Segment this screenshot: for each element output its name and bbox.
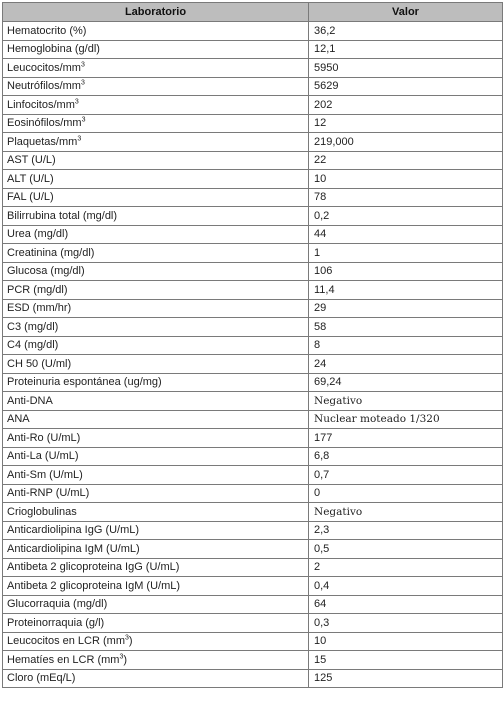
lab-test-name: CH 50 (U/ml) — [3, 355, 309, 374]
lab-test-name: PCR (mg/dl) — [3, 281, 309, 300]
lab-test-value: 22 — [309, 151, 503, 170]
lab-test-value: Nuclear moteado 1/320 — [309, 410, 503, 429]
header-laboratorio: Laboratorio — [3, 3, 309, 22]
table-row — [3, 59, 503, 78]
lab-test-name: AST (U/L) — [3, 151, 309, 170]
table-row — [3, 281, 503, 300]
lab-test-value: 12 — [309, 114, 503, 133]
lab-test-name: Anti-Sm (U/mL) — [3, 466, 309, 485]
table-row — [3, 521, 503, 540]
table-row — [3, 373, 503, 392]
lab-test-value: 69,24 — [309, 373, 503, 392]
lab-results-table — [2, 2, 503, 688]
lab-test-name: Proteinorraquia (g/l) — [3, 614, 309, 633]
lab-test-value: 10 — [309, 632, 503, 651]
table-row — [3, 188, 503, 207]
lab-test-value: 125 — [309, 669, 503, 688]
lab-test-name: ALT (U/L) — [3, 170, 309, 189]
table-row — [3, 355, 503, 374]
table-row — [3, 170, 503, 189]
table-row — [3, 96, 503, 115]
lab-test-name: Anti-DNA — [3, 392, 309, 411]
lab-test-name: Eosinófilos/$mm^3$ — [3, 114, 309, 133]
table-row — [3, 447, 503, 466]
lab-test-name: Cloro (mEq/L) — [3, 669, 309, 688]
table-row — [3, 392, 503, 411]
lab-test-name: Antibeta 2 glicoproteina IgG (U/mL) — [3, 558, 309, 577]
lab-test-value: 2 — [309, 558, 503, 577]
table-row — [3, 669, 503, 688]
lab-test-value: 12,1 — [309, 40, 503, 59]
table-row — [3, 595, 503, 614]
lab-test-value: Negativo — [309, 503, 503, 522]
lab-test-value: 106 — [309, 262, 503, 281]
lab-test-name: ANA — [3, 410, 309, 429]
lab-test-value: 8 — [309, 336, 503, 355]
lab-test-name: Creatinina (mg/dl) — [3, 244, 309, 263]
table-row — [3, 207, 503, 226]
lab-test-value: 0,2 — [309, 207, 503, 226]
lab-test-name: Anti-RNP (U/mL) — [3, 484, 309, 503]
lab-test-value: 78 — [309, 188, 503, 207]
lab-test-name: ESD (mm/hr) — [3, 299, 309, 318]
lab-test-name: Urea (mg/dl) — [3, 225, 309, 244]
lab-test-value: 219,000 — [309, 133, 503, 152]
lab-test-value: 24 — [309, 355, 503, 374]
table-row — [3, 651, 503, 670]
table-header — [3, 3, 503, 22]
lab-test-name: Bilirrubina total (mg/dl) — [3, 207, 309, 226]
lab-test-name: Antibeta 2 glicoproteina IgM (U/mL) — [3, 577, 309, 596]
table-row — [3, 632, 503, 651]
lab-test-value: 177 — [309, 429, 503, 448]
lab-test-value: 1 — [309, 244, 503, 263]
table-row — [3, 466, 503, 485]
lab-test-name: Anticardiolipina IgM (U/mL) — [3, 540, 309, 559]
table-row — [3, 262, 503, 281]
lab-test-value: 0 — [309, 484, 503, 503]
lab-test-value: 10 — [309, 170, 503, 189]
lab-test-name: Crioglobulinas — [3, 503, 309, 522]
lab-test-value: 36,2 — [309, 22, 503, 41]
table-row — [3, 318, 503, 337]
lab-test-value: 58 — [309, 318, 503, 337]
lab-test-value: 5950 — [309, 59, 503, 78]
table-row — [3, 114, 503, 133]
lab-test-value: 6,8 — [309, 447, 503, 466]
lab-test-name: Hematocrito (%) — [3, 22, 309, 41]
table-row — [3, 151, 503, 170]
table-row — [3, 558, 503, 577]
lab-test-name: Hemoglobina (g/dl) — [3, 40, 309, 59]
header-row — [3, 3, 503, 22]
table-row — [3, 577, 503, 596]
table-row — [3, 484, 503, 503]
lab-test-name: Anti-La (U/mL) — [3, 447, 309, 466]
lab-test-name: Leucocitos/$mm^3$ — [3, 59, 309, 78]
lab-test-value: 0,5 — [309, 540, 503, 559]
lab-test-name: C4 (mg/dl) — [3, 336, 309, 355]
lab-test-value: 15 — [309, 651, 503, 670]
lab-test-value: 0,4 — [309, 577, 503, 596]
lab-test-name: Neutrófilos/$mm^3$ — [3, 77, 309, 96]
lab-test-value: 0,7 — [309, 466, 503, 485]
table-row — [3, 429, 503, 448]
lab-test-name: FAL (U/L) — [3, 188, 309, 207]
table-body — [3, 22, 503, 688]
table-row — [3, 22, 503, 41]
table-row — [3, 244, 503, 263]
lab-test-name: Anti-Ro (U/mL) — [3, 429, 309, 448]
table-row — [3, 614, 503, 633]
table-row — [3, 225, 503, 244]
lab-test-name: Leucocitos en LCR $(mm^3)$ — [3, 632, 309, 651]
lab-test-value: 5629 — [309, 77, 503, 96]
table-row — [3, 503, 503, 522]
lab-test-value: 44 — [309, 225, 503, 244]
table-row — [3, 77, 503, 96]
table-row — [3, 40, 503, 59]
lab-test-name: Linfocitos/$mm^3$ — [3, 96, 309, 115]
table-row — [3, 133, 503, 152]
table-row — [3, 540, 503, 559]
lab-test-name: Proteinuria espontánea (ug/mg) — [3, 373, 309, 392]
table-row — [3, 299, 503, 318]
lab-test-name: Hematíes en LCR $(mm^3)$ — [3, 651, 309, 670]
lab-test-value: 11,4 — [309, 281, 503, 300]
lab-test-name: Glucorraquia (mg/dl) — [3, 595, 309, 614]
header-valor: Valor — [309, 3, 503, 22]
lab-test-value: 202 — [309, 96, 503, 115]
lab-test-name: Plaquetas/$mm^3$ — [3, 133, 309, 152]
lab-test-value: 29 — [309, 299, 503, 318]
lab-test-value: 64 — [309, 595, 503, 614]
lab-test-value: 2,3 — [309, 521, 503, 540]
lab-test-name: Glucosa (mg/dl) — [3, 262, 309, 281]
lab-test-name: C3 (mg/dl) — [3, 318, 309, 337]
table-row — [3, 336, 503, 355]
table-row — [3, 410, 503, 429]
lab-test-name: Anticardiolipina IgG (U/mL) — [3, 521, 309, 540]
lab-test-value: Negativo — [309, 392, 503, 411]
lab-test-value: 0,3 — [309, 614, 503, 633]
